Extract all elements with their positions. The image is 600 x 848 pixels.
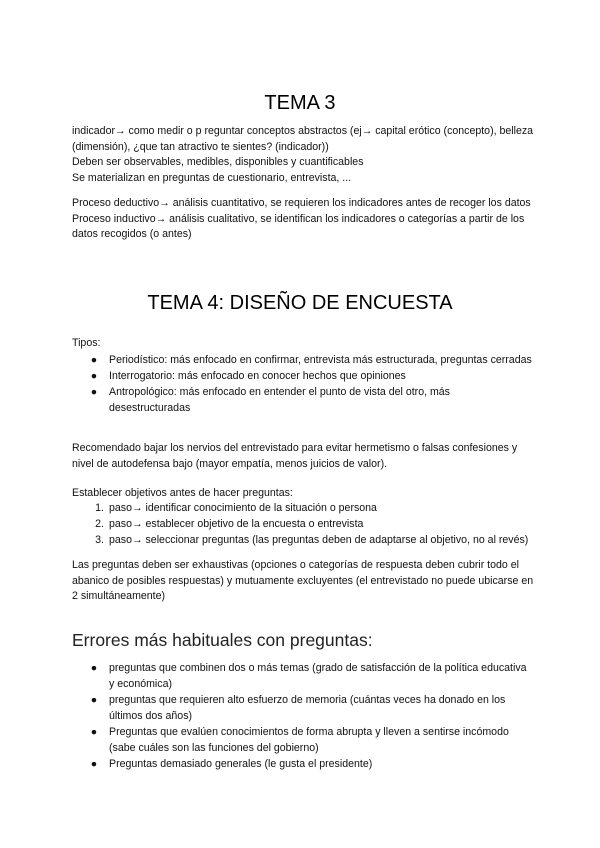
tipo-antropologico: Antropológico: más enfocado en entender el punto de vista del otro, más desestructuradas [109, 386, 450, 414]
paso-2: paso→ establecer objetivo de la encuesta o entrevista [109, 518, 364, 530]
bullet-icon: ● [90, 694, 98, 706]
errores-heading: Errores más habituales con preguntas: [72, 630, 373, 650]
pasos-list [72, 500, 534, 548]
list-item [72, 516, 534, 532]
list-item [72, 352, 534, 368]
tema3-proceso-block [72, 196, 534, 243]
bullet-icon: ● [90, 726, 98, 738]
step-number: 1. [95, 502, 104, 514]
indicador-definition: indicador→ como medir o p reguntar conceptos abstractos (ej→ capital erótico (concepto), belleza (dimensión), ¿que tan atractivo te sientes? (indicador)) [72, 125, 534, 153]
step-number: 3. [95, 534, 104, 546]
paso-1: paso→ identificar conocimiento de la situación o persona [109, 502, 377, 514]
tipos-list [72, 352, 534, 416]
error-generales: Preguntas demasiado generales (le gusta el presidente) [109, 758, 373, 770]
list-item [72, 368, 534, 384]
list-item [72, 692, 534, 724]
tipos-label-text: Tipos: [72, 337, 101, 349]
bullet-icon: ● [90, 370, 98, 382]
bullet-icon: ● [90, 662, 98, 674]
exhaustivas-paragraph [72, 558, 534, 605]
list-item [72, 532, 534, 548]
tipo-periodistico: Periodístico: más enfocado en confirmar, entrevista más estructurada, preguntas cerradas [109, 354, 532, 366]
error-memoria: preguntas que requieren alto esfuerzo de memoria (cuántas veces ha donado en los últimos dos años) [109, 694, 506, 722]
list-item [72, 660, 534, 692]
bullet-icon: ● [90, 354, 98, 366]
list-item [72, 756, 534, 772]
tipo-interrogatorio: Interrogatorio: más enfocado en conocer hechos que opiniones [109, 370, 406, 382]
error-conocimientos: Preguntas que evalúen conocimientos de forma abrupta y lleven a sentirse incómodo (sabe cuáles son las funciones del gobierno) [109, 726, 509, 754]
list-item [72, 384, 534, 416]
tema3-indicador-block [72, 124, 534, 186]
bullet-icon: ● [90, 758, 98, 770]
recomendado-text: Recomendado bajar los nervios del entrevistado para evitar hermetismo o falsas confesiones y nivel de autodefensa bajo (mayor empatía, menos juicios de valor). [72, 442, 518, 470]
proceso-deductivo: Proceso deductivo→ análisis cuantitativo, se requieren los indicadores antes de recoger los datos [72, 197, 531, 209]
list-item [72, 500, 534, 516]
step-number: 2. [95, 518, 104, 530]
indicador-materializan: Se materializan en preguntas de cuestionario, entrevista, ... [72, 171, 352, 184]
list-item [72, 724, 534, 756]
tema4-heading: TEMA 4: DISEÑO DE ENCUESTA [147, 292, 453, 314]
indicador-properties: Deben ser observables, medibles, disponibles y cuantificables [72, 156, 364, 169]
bullet-icon: ● [90, 386, 98, 398]
proceso-inductivo: Proceso inductivo→ análisis cualitativo, se identifican los indicadores o categorías a partir de los datos recogidos (o antes) [72, 212, 525, 241]
tema3-heading: TEMA 3 [264, 92, 336, 114]
tipos-label [72, 336, 534, 352]
paso-3: paso→ seleccionar preguntas (las preguntas deben de adaptarse al objetivo, no al revés) [109, 534, 529, 546]
exhaustivas-text: Las preguntas deben ser exhaustivas (opciones o categorías de respuesta deben cubrir todo el abanico de posibles respuestas) y mutuamente excluyentes (el entrevistado no puede ubicarse en 2 simultáneamente) [72, 559, 534, 603]
errores-list [72, 660, 534, 772]
recomendado-paragraph [72, 441, 534, 472]
objetivos-label-text: Establecer objetivos antes de hacer preguntas: [72, 487, 293, 499]
error-dos-temas: preguntas que combinen dos o más temas (grado de satisfacción de la política educativa y económica) [109, 662, 527, 690]
